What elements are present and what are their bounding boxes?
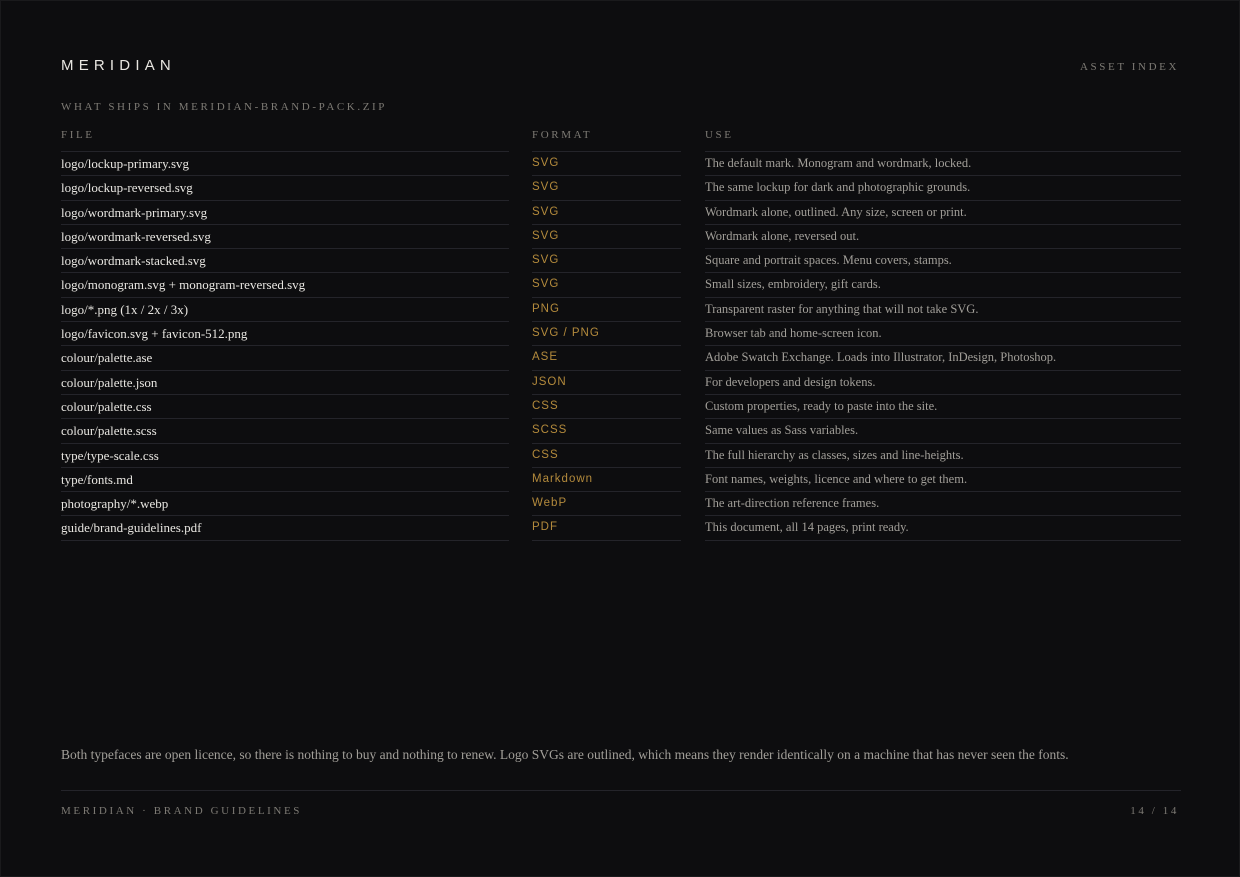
use-cell: The default mark. Monogram and wordmark, locked. — [705, 152, 1181, 176]
format-cell: SVG — [532, 273, 681, 297]
use-cell: The same lockup for dark and photographic grounds. — [705, 176, 1181, 200]
file-cell: logo/lockup-reversed.svg — [61, 176, 509, 200]
format-cell: SVG / PNG — [532, 322, 681, 346]
page-number: 14 / 14 — [1130, 805, 1179, 817]
column-header-use: USE — [705, 129, 1181, 152]
format-cell: CSS — [532, 444, 681, 468]
footer-title: MERIDIAN · BRAND GUIDELINES — [61, 805, 302, 817]
column-header-file: FILE — [61, 129, 509, 152]
file-cell: logo/wordmark-primary.svg — [61, 201, 509, 225]
format-cell: JSON — [532, 371, 681, 395]
format-cell: SVG — [532, 201, 681, 225]
brand-wordmark: MERIDIAN — [61, 57, 176, 74]
column-header-format: FORMAT — [532, 129, 681, 152]
use-cell: Font names, weights, licence and where to get them. — [705, 468, 1181, 492]
file-cell: logo/favicon.svg + favicon-512.png — [61, 322, 509, 346]
use-cell: This document, all 14 pages, print ready. — [705, 516, 1181, 540]
format-cell: SVG — [532, 249, 681, 273]
use-cell: For developers and design tokens. — [705, 371, 1181, 395]
file-cell: logo/*.png (1x / 2x / 3x) — [61, 298, 509, 322]
file-cell: logo/wordmark-stacked.svg — [61, 249, 509, 273]
file-cell: colour/palette.ase — [61, 346, 509, 370]
file-cell: colour/palette.json — [61, 371, 509, 395]
format-cell: PDF — [532, 516, 681, 540]
licence-note: Both typefaces are open licence, so there is nothing to buy and nothing to renew. Logo SVGs are outlined, which means they render identically on a machine that has never seen the fonts. — [61, 747, 1069, 762]
format-cell: SVG — [532, 176, 681, 200]
file-cell: logo/lockup-primary.svg — [61, 152, 509, 176]
file-cell: guide/brand-guidelines.pdf — [61, 516, 509, 540]
format-cell: WebP — [532, 492, 681, 516]
page-section-label: ASSET INDEX — [1080, 61, 1179, 73]
use-cell: Adobe Swatch Exchange. Loads into Illustrator, InDesign, Photoshop. — [705, 346, 1181, 370]
use-cell: The full hierarchy as classes, sizes and line-heights. — [705, 444, 1181, 468]
use-cell: The art-direction reference frames. — [705, 492, 1181, 516]
file-cell: colour/palette.scss — [61, 419, 509, 443]
use-cell: Small sizes, embroidery, gift cards. — [705, 273, 1181, 297]
format-cell: SCSS — [532, 419, 681, 443]
footer-divider — [61, 790, 1181, 791]
use-column — [705, 129, 1181, 541]
file-cell: type/type-scale.css — [61, 444, 509, 468]
format-cell: SVG — [532, 152, 681, 176]
format-cell: Markdown — [532, 468, 681, 492]
use-cell: Browser tab and home-screen icon. — [705, 322, 1181, 346]
format-column — [532, 129, 681, 541]
use-cell: Transparent raster for anything that will not take SVG. — [705, 298, 1181, 322]
format-cell: SVG — [532, 225, 681, 249]
file-cell: colour/palette.css — [61, 395, 509, 419]
file-cell: photography/*.webp — [61, 492, 509, 516]
use-cell: Wordmark alone, reversed out. — [705, 225, 1181, 249]
format-cell: PNG — [532, 298, 681, 322]
use-cell: Square and portrait spaces. Menu covers, stamps. — [705, 249, 1181, 273]
format-cell: CSS — [532, 395, 681, 419]
use-cell: Custom properties, ready to paste into the site. — [705, 395, 1181, 419]
file-column — [61, 129, 509, 541]
use-cell: Wordmark alone, outlined. Any size, screen or print. — [705, 201, 1181, 225]
file-cell: logo/wordmark-reversed.svg — [61, 225, 509, 249]
file-cell: type/fonts.md — [61, 468, 509, 492]
section-title: WHAT SHIPS IN MERIDIAN-BRAND-PACK.ZIP — [61, 101, 387, 113]
format-cell: ASE — [532, 346, 681, 370]
use-cell: Same values as Sass variables. — [705, 419, 1181, 443]
file-cell: logo/monogram.svg + monogram-reversed.svg — [61, 273, 509, 297]
